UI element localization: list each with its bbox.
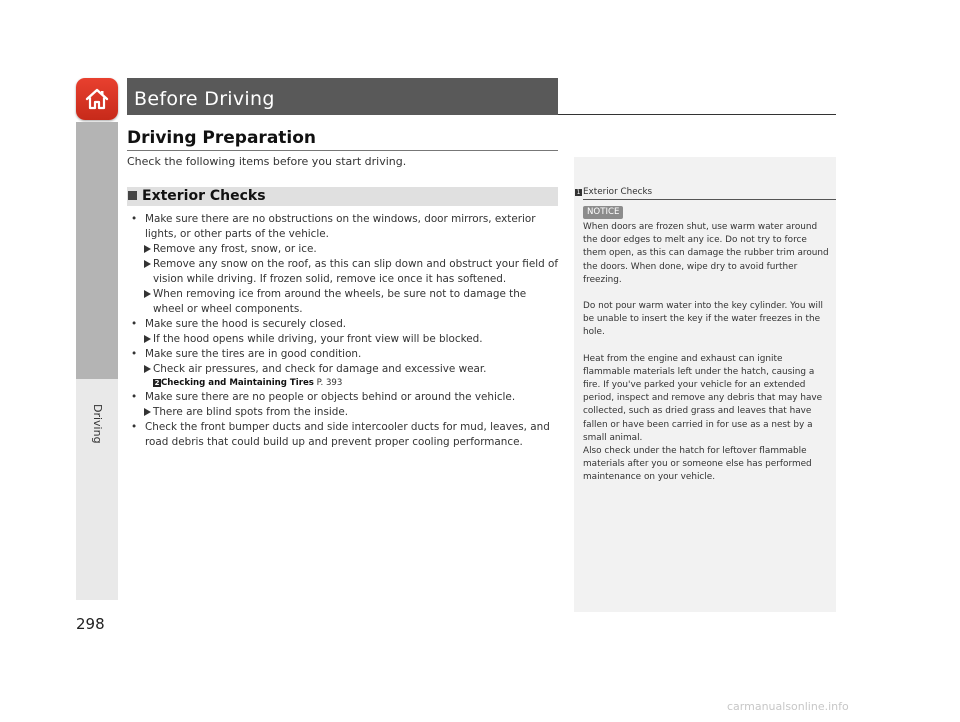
cross-reference-link[interactable] — [127, 377, 559, 390]
sidebar-divider — [583, 199, 836, 200]
list-subitem: When removing ice from around the wheels, be sure not to damage the wheel or wheel components. — [127, 287, 559, 317]
list-item: • Make sure there are no obstructions on the windows, door mirrors, exterior lights, or other parts of the vehicle. — [127, 212, 559, 242]
intro-text: Check the following items before you start driving. — [127, 155, 407, 168]
notice-badge: NOTICE — [583, 206, 623, 219]
sidebar-paragraph: Do not pour warm water into the key cylinder. You will be unable to insert the key if the water freezes in the hole. — [583, 301, 823, 338]
list-item: • Check the front bumper ducts and side intercooler ducts for mud, leaves, and road debris that could build up and prevent proper cooling performance. — [127, 420, 559, 450]
subsection-title: Exterior Checks — [142, 188, 266, 204]
title-divider — [127, 150, 558, 151]
watermark: carmanualsonline.info — [727, 700, 849, 713]
list-item: • Make sure the tires are in good condition. — [127, 347, 559, 362]
sidebar-heading: Exterior Checks — [583, 187, 653, 197]
note-marker-icon: 1 — [576, 189, 581, 196]
section-divider — [558, 114, 836, 115]
list-item: • Make sure the hood is securely closed. — [127, 317, 559, 332]
section-title: Before Driving — [134, 88, 275, 110]
page-number: 298 — [76, 615, 105, 633]
reference-title: Checking and Maintaining Tires — [161, 378, 314, 388]
chapter-label: Driving — [91, 404, 104, 444]
checklist — [127, 212, 559, 450]
home-button[interactable] — [76, 78, 118, 120]
page-title: Driving Preparation — [127, 128, 317, 148]
list-subitem: Check air pressures, and check for damage and excessive wear. — [127, 362, 559, 377]
list-subitem: Remove any frost, snow, or ice. — [127, 242, 559, 257]
reference-page: P. 393 — [316, 378, 343, 388]
sidebar-paragraph: When doors are frozen shut, use warm water around the door edges to melt any ice. Do not try to force them open, as this can damage the rubber trim around the doors. When done, wipe dry to avoid further freezing. — [583, 222, 829, 285]
list-subitem: Remove any snow on the roof, as this can slip down and obstruct your field of vision while driving. If frozen solid, remove ice once it has softened. — [127, 257, 559, 287]
sidebar-paragraph: Also check under the hatch for leftover flammable materials after you or someone else has performed maintenance on your vehicle. — [583, 446, 812, 483]
home-icon — [83, 85, 111, 113]
reference-arrow-icon: 2 — [154, 379, 160, 387]
list-subitem: If the hood opens while driving, your front view will be blocked. — [127, 332, 559, 347]
sidebar-text — [583, 221, 829, 498]
list-item: • Make sure there are no people or objects behind or around the vehicle. — [127, 390, 559, 405]
chapter-tab-active[interactable] — [76, 122, 118, 379]
sidebar-paragraph: Heat from the engine and exhaust can ignite flammable materials left under the hatch, causing a fire. If you've parked your vehicle for an extended period, inspect and remove any debris that may have collected, such as dried grass and leaves that have fallen or have been carried in for use as a nest by a small animal. — [583, 353, 823, 443]
square-bullet-icon — [128, 191, 137, 200]
list-subitem: There are blind spots from the inside. — [127, 405, 559, 420]
